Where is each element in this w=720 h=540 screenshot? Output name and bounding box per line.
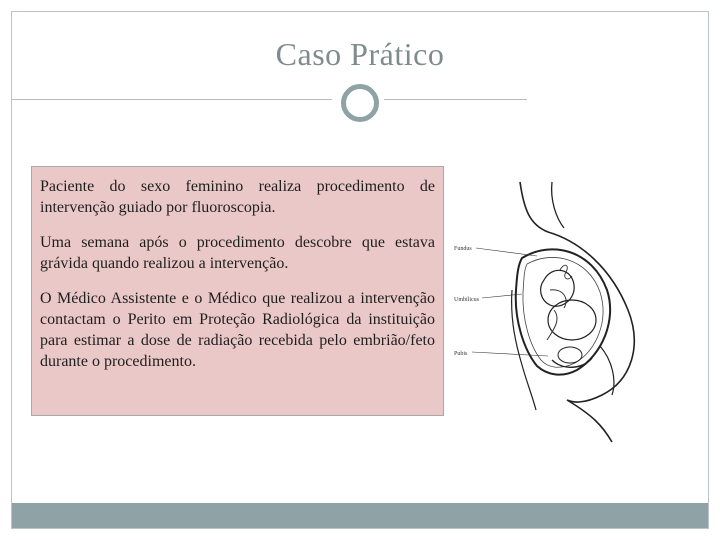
case-paragraph-1: Paciente do sexo feminino realiza procedimento de intervenção guiado por fluoroscopia. <box>40 178 435 216</box>
slide-title: Caso Prático <box>275 36 445 72</box>
footer-bar <box>12 503 708 528</box>
case-description-box <box>31 166 444 416</box>
label-fundus: Fundus <box>454 246 472 252</box>
title-divider-right <box>384 99 527 100</box>
case-paragraph-2: Uma semana após o procedimento descobre que estava grávida quando realizou a intervenção. <box>40 234 435 272</box>
pregnancy-illustration <box>452 170 662 445</box>
case-paragraph-3: O Médico Assistente e o Médico que realizou a intervenção contactam o Perito em Proteção Radiológica da instituição para estimar a dose de radiação recebida pelo embrião/feto durante o procedimento. <box>40 290 435 370</box>
divider-ring-icon <box>341 84 379 122</box>
label-pubis: Pubis <box>454 351 468 357</box>
label-umbilicus: Umbilicus <box>454 297 479 303</box>
title-divider-left <box>12 99 332 100</box>
